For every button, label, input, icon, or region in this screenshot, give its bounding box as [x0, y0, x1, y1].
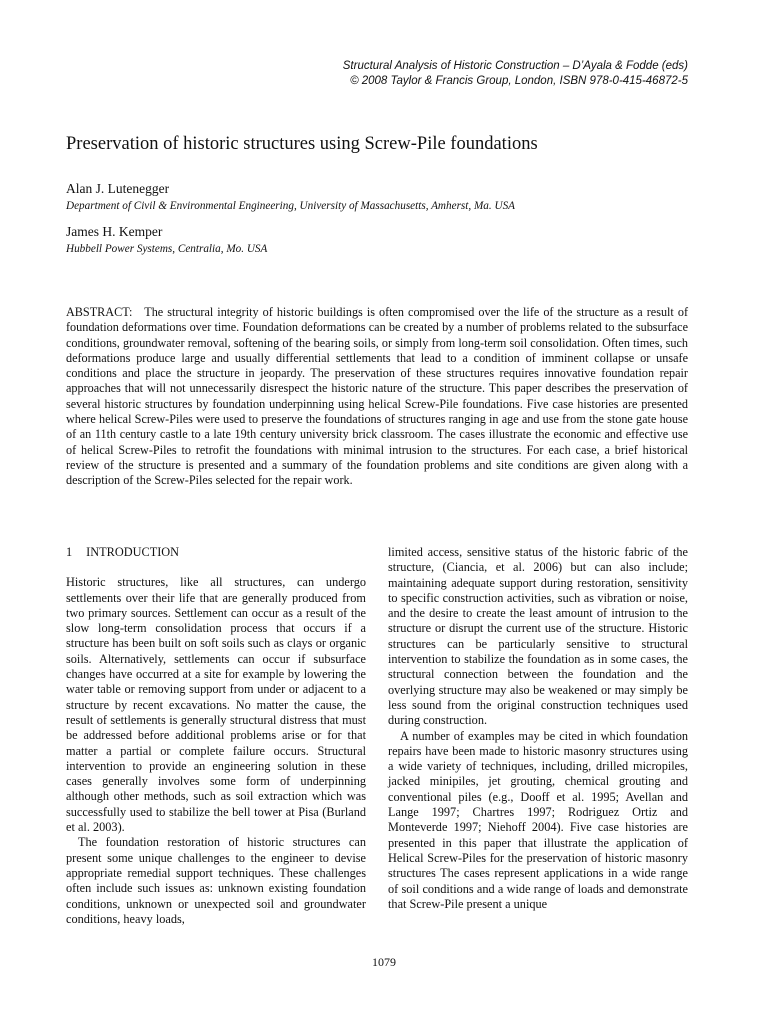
running-head-line-1: Structural Analysis of Historic Construction – D’Ayala & Fodde (eds): [342, 60, 688, 72]
author-name: Alan J. Lutenegger: [66, 181, 170, 196]
paper-title: Preservation of historic structures using Screw-Pile foundations: [66, 134, 538, 154]
abstract: [66, 305, 688, 489]
abstract-text: The structural integrity of historic buildings is often compromised over the life of the structure as a result of foundation deformations over time. Foundation deformations can be created by a number of problems related to the subsurface conditions, groundwater removal, softening of the bearing soils, or simply from long-term soil consolidation. Often times, such deformations produce large and usually differential settlements that lead to a condition of imminent collapse or unsafe conditions and place the structure in jeopardy. The preservation of these structures requires innovative foundation repair approaches that will not unnecessarily disrespect the historic nature of the structure. This paper describes the preservation of several historic structures by foundation underpinning using helical Screw-Pile foundations. Five case histories are presented where helical Screw-Piles were used to preserve the foundations of structures ranging in age and use from the stone gate house of an 11th century castle to a late 19th century university brick classroom. The cases illustrate the economic and effective use of helical Screw-Piles to retrofit the foundations with minimal intrusion to the structures. For each case, a brief historical review of the structure is presented and a summary of the foundation problems and site conditions are given along with a description of the Screw-Piles selected for the repair work.: [66, 305, 688, 488]
running-head: [128, 59, 688, 89]
section-title: INTRODUCTION: [86, 545, 180, 559]
paragraph: A number of examples may be cited in which foundation repairs have been made to historic masonry structures using a wide variety of techniques, including, drilled micropiles, jacked minipiles, jet grouting, chemical grouting and conventional piles (e.g., Dooff et al. 1995; Avellan and Lange 1997; Chartres 1997; Rodriguez Ortiz and Monteverde 1997; Niehoff 2004). Five case histories are presented in this paper that illustrate the application of Helical Screw-Piles for the preservation of historic masonry structures The cases represent applications in a wide range of soil conditions and a wide range of loads and demonstrate that Screw-Pile present a unique: [388, 728, 688, 911]
paragraph: limited access, sensitive status of the historic fabric of the structure, (Ciancia, et al. 2006) but can also include; maintaining adequate support during restoration, sensitivity to specific construction activities, such as vibration or noise, and the desire to create the least amount of intrusion to the structure or disrupt the current use of the structure. Historic structures can be particularly sensitive to structural intervention to stabilize the foundation as in some cases, the structural connection between the foundation and the overlying structure may also be weakened or may simply be less sound from the original construction techniques used during construction.: [388, 545, 688, 728]
right-column: [388, 545, 688, 912]
author-name: James H. Kemper: [66, 224, 163, 239]
running-head-line-2: © 2008 Taylor & Francis Group, London, ISBN 978-0-415-46872-5: [350, 75, 688, 87]
left-column: [66, 545, 366, 927]
author-affiliation: Department of Civil & Environmental Engineering, University of Massachusetts, Amherst, Ma. USA: [66, 200, 515, 212]
section-heading: [66, 545, 366, 560]
author-block-1: [66, 180, 706, 214]
author-block-2: [66, 223, 706, 257]
abstract-label: ABSTRACT:: [66, 305, 133, 319]
section-number: 1: [66, 545, 73, 559]
paragraph: The foundation restoration of historic structures can present some unique challenges to the engineer to devise appropriate remedial support techniques. These challenges often include such issues as: unknown existing foundation conditions, unknown or unexpected soil and groundwater conditions, heavy loads,: [66, 835, 366, 926]
author-affiliation: Hubbell Power Systems, Centralia, Mo. USA: [66, 243, 268, 255]
page-number: 1079: [372, 955, 396, 969]
paragraph: Historic structures, like all structures, can undergo settlements over their life that are generally produced from two primary sources. Settlement can occur as a result of the slow long-term consolidation process that occurs if a structure has been built on soft soils such as clays or organic soils. Alternatively, settlements can occur if subsurface changes have occurred at a site for example by lowering the water table or removing support from under or adjacent to a structure by recent excavations. No matter the cause, the result of settlements is generally structural distress that must be addressed before additional problems arise or for that matter a partial or complete failure occurs. Structural intervention to provide an engineering solution in these cases generally involves some form of underpinning although other methods, such as soil extraction which was successfully used to stabilize the bell tower at Pisa (Burland et al. 2003).: [66, 575, 366, 835]
